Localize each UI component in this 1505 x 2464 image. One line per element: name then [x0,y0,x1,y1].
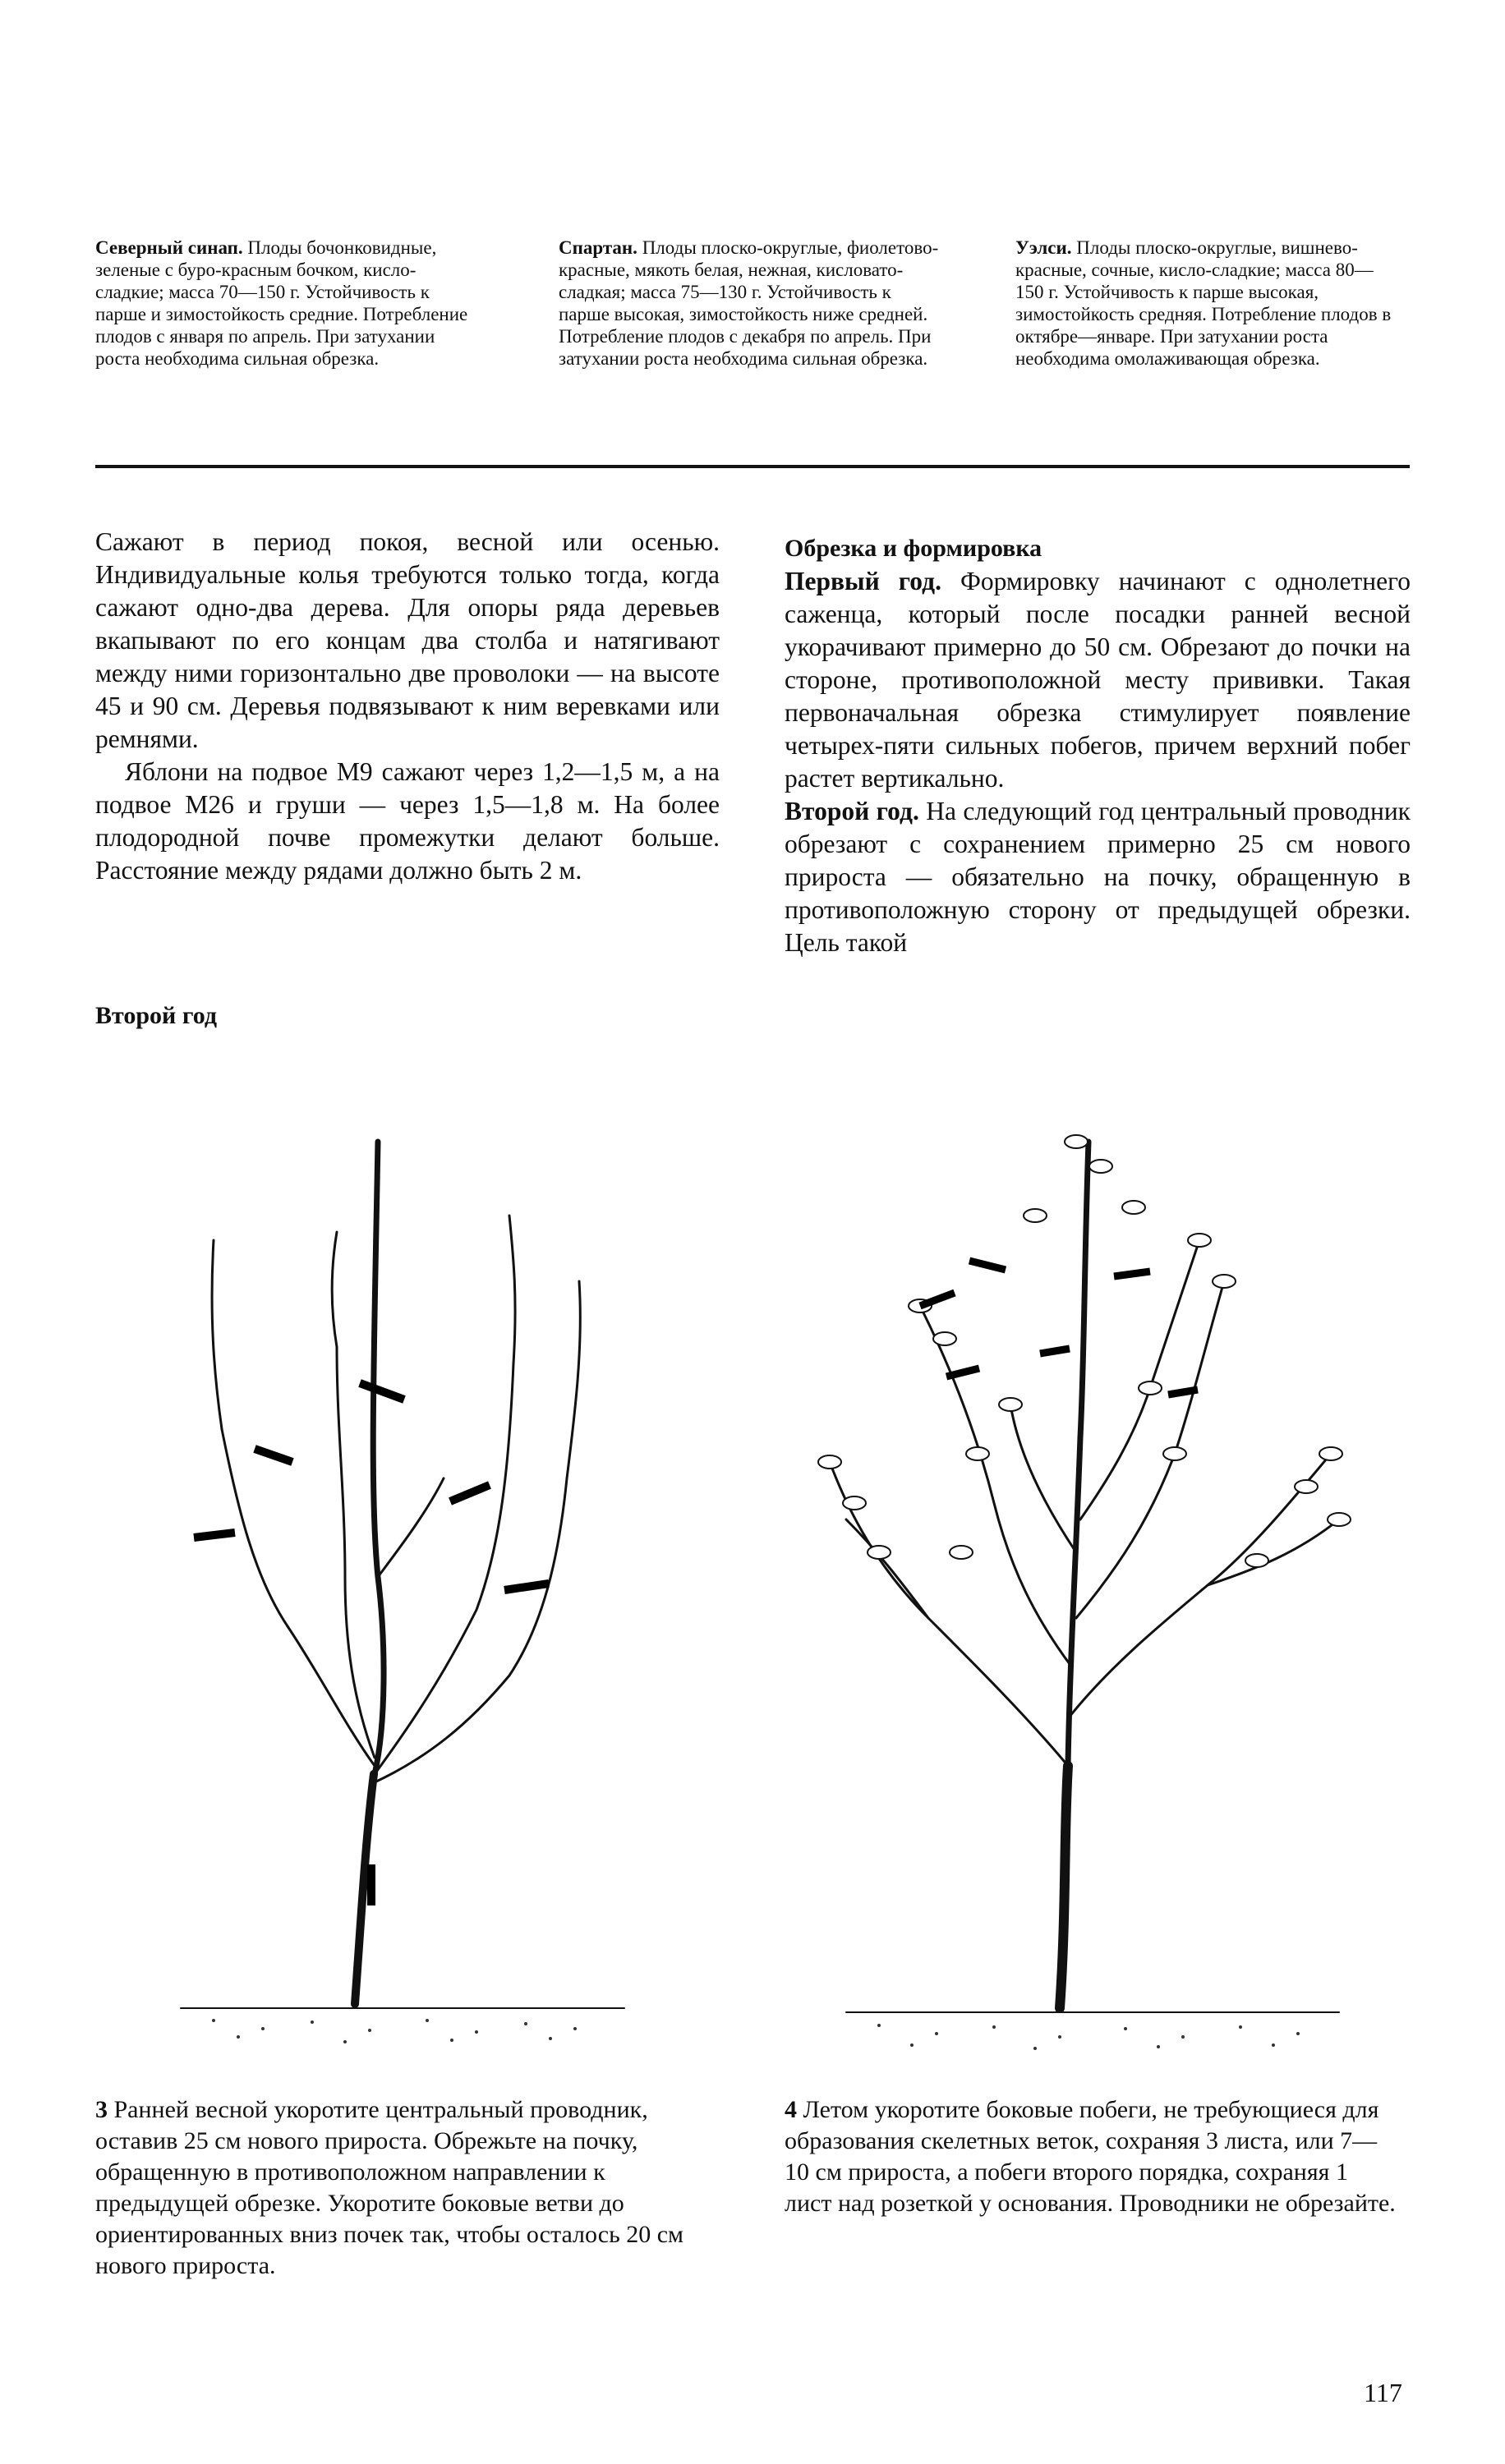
leafy-tree-illustration [764,1092,1421,2086]
first-year-label: Первый год. [785,567,941,595]
caption-number: 3 [95,2096,108,2123]
right-column [785,532,1411,959]
caption-number: 4 [785,2096,797,2123]
left-column [95,526,720,887]
variety-name: Уэлси. [1015,237,1072,258]
variety-name: Северный синап. [95,237,243,258]
bare-tree-illustration [99,1051,723,2086]
variety-text: Плоды бочонковидные, зеленые с буро-красным бочком, кисло-сладкие; масса 70—150 г. Устойчивость к парше и зимостойкость средние. Потребление плодов с января по апрель. При затухании роста необходима сильная обрезка. [95,237,468,369]
second-year-label: Второй год. [785,797,919,825]
pruning-heading: Обрезка и формировка [785,535,1042,562]
variety-welsey [1015,237,1393,370]
variety-severny-sinap [95,237,473,370]
planting-paragraph: Сажают в период покоя, весной или осенью. Индивидуальные колья требуются только тогда, когда сажают одно-два дерева. Для опоры ряда деревьев вкапывают по его концам два столба и натягивают между ними горизонтально две проволоки — на высоте 45 и 90 см. Деревья подвязывают к ним веревками или ремнями. [95,527,720,753]
variety-name: Спартан. [559,237,637,258]
caption-4 [785,2094,1397,2219]
variety-spartan [559,237,945,370]
caption-text: Летом укоротите боковые побеги, не требующиеся для образования скелетных веток, сохраняя 3 листа, или 7—10 см прироста, а побеги второго порядка, сохраняя 1 лист над розеткой у основания. Проводники не обрезайте. [785,2096,1396,2217]
variety-text: Плоды плоско-округлые, фиолетово-красные, мякоть белая, нежная, кисловато-сладкая; масса 75—130 г. Устойчивость к парше высокая, зимостойкость ниже средней. Потребление плодов с декабря по апрель. При затухании роста необходима сильная обрезка. [559,237,939,369]
second-year-subheading: Второй год [95,1002,218,1029]
variety-text: Плоды плоско-округлые, вишнево-красные, сочные, кисло-сладкие; масса 80—150 г. Устойчивость к парше высокая, зимостойкость средняя. Потребление плодов в октябре—январе. При затухании роста необходима омолаживающая обрезка. [1015,237,1392,369]
section-divider [95,465,1410,468]
caption-3 [95,2094,707,2282]
second-year-text: На следующий год центральный проводник обрезают с сохранением примерно 25 см нового прироста — обязательно на почку, обращенную в противоположную сторону от предыдущей обрезки. Цель такой [785,797,1411,957]
spacing-paragraph: Яблони на подвое М9 сажают через 1,2—1,5 м, а на подвое М26 и груши — через 1,5—1,8 м. На более плодородной почве промежутки делают больше. Расстояние между рядами должно быть 2 м. [95,757,720,885]
page-number: 117 [1364,2378,1402,2407]
caption-text: Ранней весной укоротите центральный проводник, оставив 25 см нового прироста. Обрежьте на почку, обращенную в противоположном направлении к предыдущей обрезке. Укоротите боковые ветви до ориентированных вниз почек так, чтобы осталось 20 см нового прироста. [95,2096,684,2279]
first-year-text: Формировку начинают с однолетнего саженца, который после посадки ранней весной укорачивают примерно до 50 см. Обрезают до почки на стороне, противоположной месту прививки. Такая первоначальная обрезка стимулирует появление четырех-пяти сильных побегов, причем верхний побег растет вертикально. [785,567,1411,793]
